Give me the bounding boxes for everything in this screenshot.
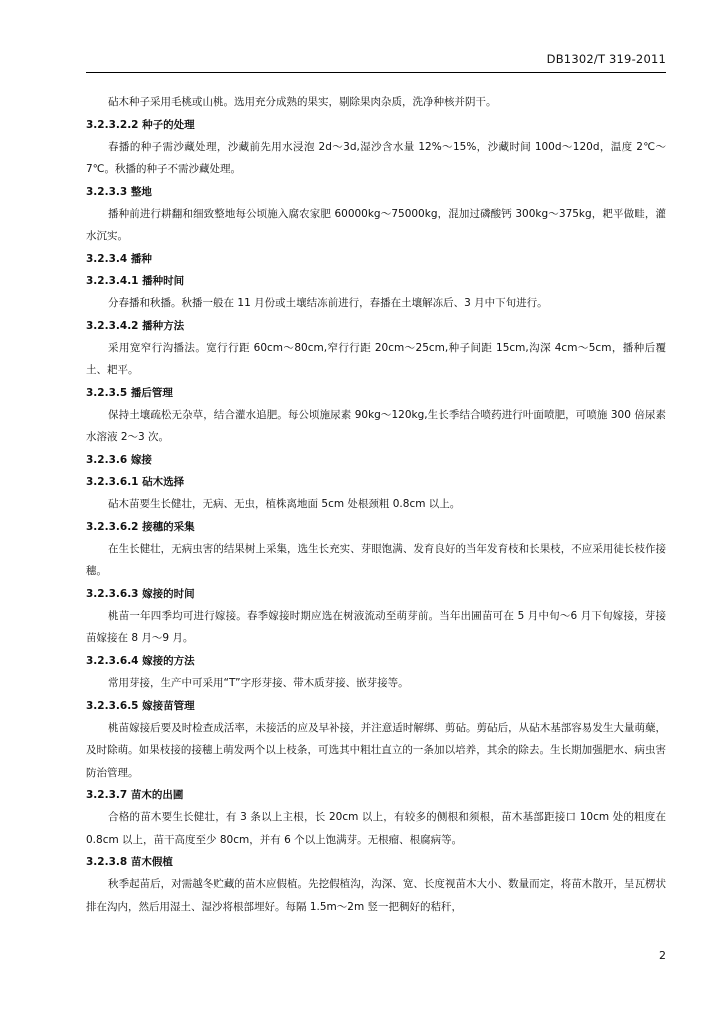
paragraph: 秋季起苗后，对需越冬贮藏的苗木应假植。先挖假植沟，沟深、宽、长度视苗木大小、数量而定，将苗木散开，呈瓦楞状排在沟内，然后用湿土、湿沙将根部埋好。每隔 1.5m～2m 竖一把稠好的秸秆， — [86, 878, 666, 914]
section-heading: 3.2.3.7 苗木的出圃 — [86, 789, 184, 802]
paragraph: 常用芽接，生产中可采用“T”字形芽接、带木质芽接、嵌芽接等。 — [108, 676, 409, 689]
section-heading: 3.2.3.6 嫁接 — [86, 453, 152, 466]
paragraph: 砧木苗要生长健壮，无病、无虫，植株离地面 5cm 处根颈粗 0.8cm 以上。 — [108, 497, 461, 510]
paragraph: 桃苗嫁接后要及时检查成活率，未接活的应及早补接，并注意适时解绑、剪砧。剪砧后，从砧木基部容易发生大量萌蘖，及时除萌。如果枝接的接穗上萌发两个以上枝条，可选其中粗壮直立的一条加以培养，其余的除去。生长期加强肥水、病虫害防治管理。 — [86, 721, 666, 779]
section-heading: 3.2.3.2.2 种子的处理 — [86, 118, 195, 131]
standard-code: DB1302/T 319-2011 — [546, 52, 666, 66]
paragraph: 桃苗一年四季均可进行嫁接。春季嫁接时期应选在树液流动至萌芽前。当年出圃苗可在 5 月中旬～6 月下旬嫁接，芽接苗嫁接在 8 月～9 月。 — [86, 609, 666, 645]
paragraph: 保持土壤疏松无杂草，结合灌水追肥。每公顷施尿素 90kg～120kg,生长季结合喷药进行叶面喷肥，可喷施 300 倍尿素水溶液 2～3 次。 — [86, 408, 666, 444]
paragraph: 砧木种子采用毛桃或山桃。选用充分成熟的果实，剔除果肉杂质，洗净种核并阴干。 — [108, 96, 497, 108]
section-heading: 3.2.3.4.2 播种方法 — [86, 319, 185, 332]
section-heading: 3.2.3.6.4 嫁接的方法 — [86, 654, 195, 667]
paragraph: 合格的苗木要生长健壮，有 3 条以上主根，长 20cm 以上，有较多的侧根和须根，苗木基部距接口 10cm 处的粗度在 0.8cm 以上，苗干高度至少 80cm，并有 6 个以上饱满芽。无根瘤、根腐病等。 — [86, 811, 666, 846]
paragraph: 分春播和秋播。秋播一般在 11 月份或土壤结冻前进行，春播在土壤解冻后、3 月中下旬进行。 — [108, 296, 548, 309]
section-heading: 3.2.3.6.5 嫁接苗管理 — [86, 699, 195, 712]
section-heading: 3.2.3.6.1 砧木选择 — [86, 475, 185, 488]
page-number: 2 — [659, 949, 666, 962]
paragraph: 采用宽窄行沟播法。宽行行距 60cm～80cm,窄行行距 20cm～25cm,种子间距 15cm,沟深 4cm～5cm，播种后覆土、耙平。 — [86, 341, 666, 377]
paragraph: 在生长健壮，无病虫害的结果树上采集，选生长充实、芽眼饱满、发育良好的当年发育枝和长果枝，不应采用徒长枝作接穗。 — [86, 542, 666, 578]
section-heading: 3.2.3.4.1 播种时间 — [86, 274, 185, 287]
section-heading: 3.2.3.5 播后管理 — [86, 386, 173, 399]
section-heading: 3.2.3.6.3 嫁接的时间 — [86, 587, 195, 600]
section-heading: 3.2.3.8 苗木假植 — [86, 856, 173, 869]
paragraph: 播种前进行耕翻和细致整地每公顷施入腐农家肥 60000kg～75000kg，混加过磷酸钙 300kg～375kg，耙平做畦，灌水沉实。 — [86, 207, 666, 243]
paragraph: 春播的种子需沙藏处理，沙藏前先用水浸泡 2d～3d,湿沙含水量 12%～15%，沙藏时间 100d～120d，温度 2℃～7℃。秋播的种子不需沙藏处理。 — [86, 140, 666, 176]
section-heading: 3.2.3.4 播种 — [86, 252, 152, 265]
header-rule — [86, 72, 666, 73]
section-heading: 3.2.3.3 整地 — [86, 185, 152, 198]
document-body — [86, 91, 666, 919]
section-heading: 3.2.3.6.2 接穗的采集 — [86, 520, 195, 533]
